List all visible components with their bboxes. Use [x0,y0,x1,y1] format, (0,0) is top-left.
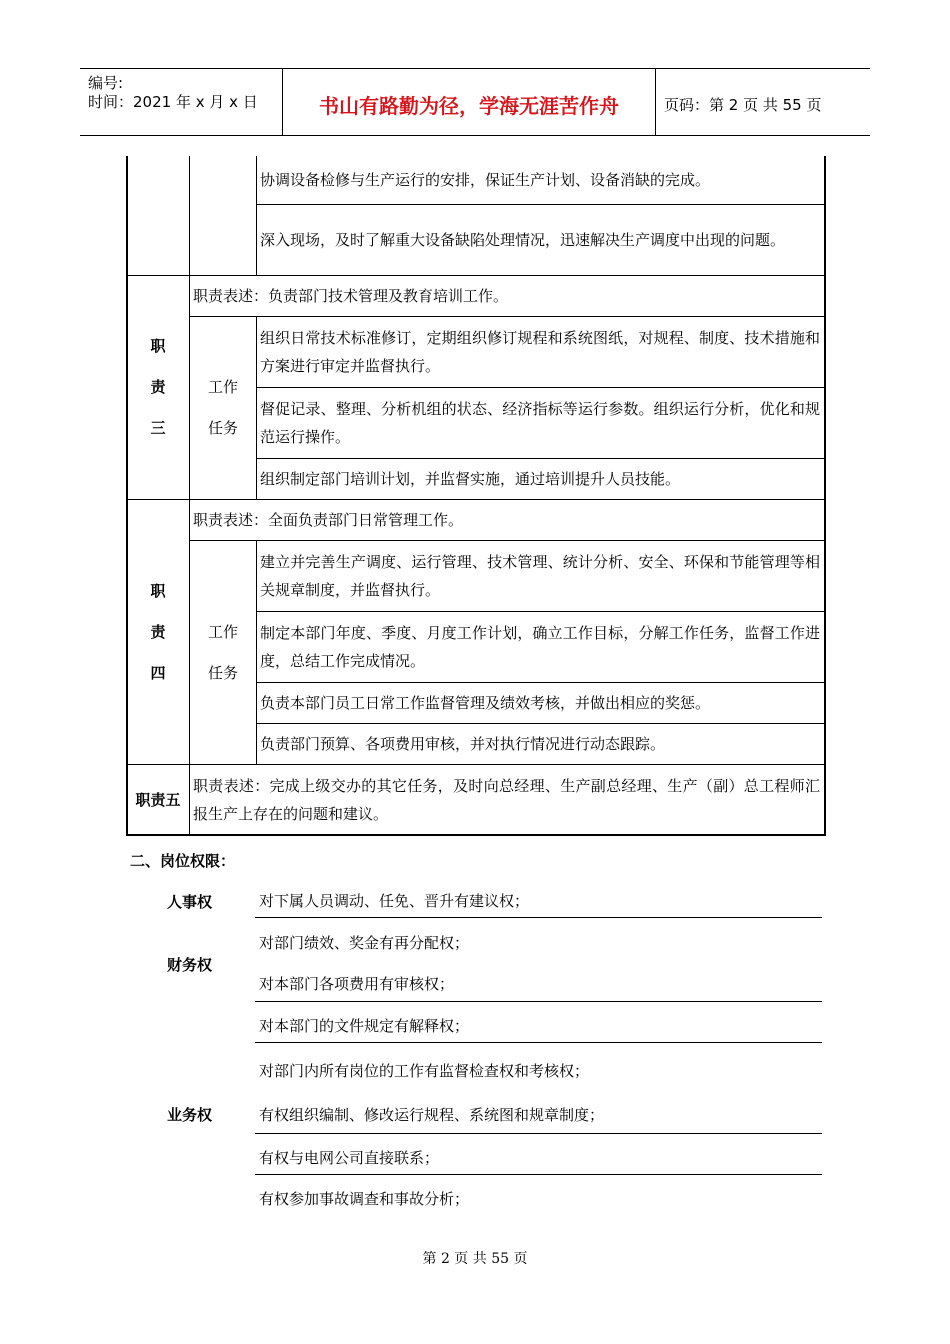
task-item: 协调设备检修与生产运行的安排，保证生产计划、设备消缺的完成。 [257,156,825,205]
table-row [127,765,825,836]
task-item: 督促记录、整理、分析机组的状态、经济指标等运行参数。组织运行分析，优化和规范运行操作。 [257,388,825,459]
rights-item: 有权与电网公司直接联系； [259,1149,440,1167]
rights-item: 对部门内所有岗位的工作有监督检查权和考核权； [259,1062,590,1080]
header-divider [655,68,656,136]
business-rights-label: 业务权 [167,1106,213,1124]
rule [255,1042,822,1043]
rule [255,1174,822,1175]
rule [255,1001,822,1002]
duty-summary: 职责表述：全面负责部门日常管理工作。 [190,500,825,541]
rights-item: 对下属人员调动、任免、晋升有建议权； [259,892,530,910]
duty-five-title: 职责五 [127,765,190,836]
duty-table [126,156,825,836]
rights-item: 对本部门各项费用有审核权； [259,975,455,993]
table-row [127,541,825,612]
rights-item: 有权组织编制、修改运行规程、系统图和规章制度； [259,1106,605,1124]
rule [255,917,822,918]
task-label-cell [190,156,257,276]
finance-rights-label: 财务权 [167,956,213,974]
duty-title-cell [127,156,190,276]
task-item: 深入现场，及时了解重大设备缺陷处理情况，迅速解决生产调度中出现的问题。 [257,205,825,276]
doc-date-label: 时间：2021 年 x 月 x 日 [88,93,258,111]
page-footer: 第 2 页 共 55 页 [422,1251,528,1267]
duty-three-title: 职 责 三 [127,276,190,500]
header-bottom-rule [80,135,870,136]
duty-summary: 职责表述：完成上级交办的其它任务，及时向总经理、生产副总经理、生产（副）总工程师汇报生产上存在的问题和建议。 [190,765,825,836]
duty-summary: 职责表述：负责部门技术管理及教育培训工作。 [190,276,825,317]
task-item: 组织制定部门培训计划，并监督实施，通过培训提升人员技能。 [257,459,825,500]
header-page-label: 页码：第 2 页 共 55 页 [664,96,822,114]
header-slogan: 书山有路勤为径，学海无涯苦作舟 [319,94,619,118]
personnel-rights-label: 人事权 [167,893,213,911]
task-item: 建立并完善生产调度、运行管理、技术管理、统计分析、安全、环保和节能管理等相关规章制度，并监督执行。 [257,541,825,612]
task-item: 制定本部门年度、季度、月度工作计划，确立工作目标，分解工作任务，监督工作进度，总结工作完成情况。 [257,612,825,683]
table-row [127,276,825,317]
task-label: 工作 任务 [190,317,257,500]
task-label: 工作 任务 [190,541,257,765]
table-row [127,500,825,541]
table-row [127,156,825,205]
rule [255,1133,822,1134]
header-top-rule [80,68,870,69]
task-item: 组织日常技术标准修订，定期组织修订规程和系统图纸，对规程、制度、技术措施和方案进行审定并监督执行。 [257,317,825,388]
table-row [127,317,825,388]
task-item: 负责本部门员工日常工作监督管理及绩效考核，并做出相应的奖惩。 [257,683,825,724]
rights-item: 有权参加事故调查和事故分析； [259,1190,470,1208]
task-item: 负责部门预算、各项费用审核，并对执行情况进行动态跟踪。 [257,724,825,765]
rights-item: 对本部门的文件规定有解释权； [259,1017,470,1035]
doc-number-label: 编号: [88,74,124,92]
rights-item: 对部门绩效、奖金有再分配权； [259,934,470,952]
duty-four-title: 职 责 四 [127,500,190,765]
section-title: 二、岗位权限： [130,852,236,870]
